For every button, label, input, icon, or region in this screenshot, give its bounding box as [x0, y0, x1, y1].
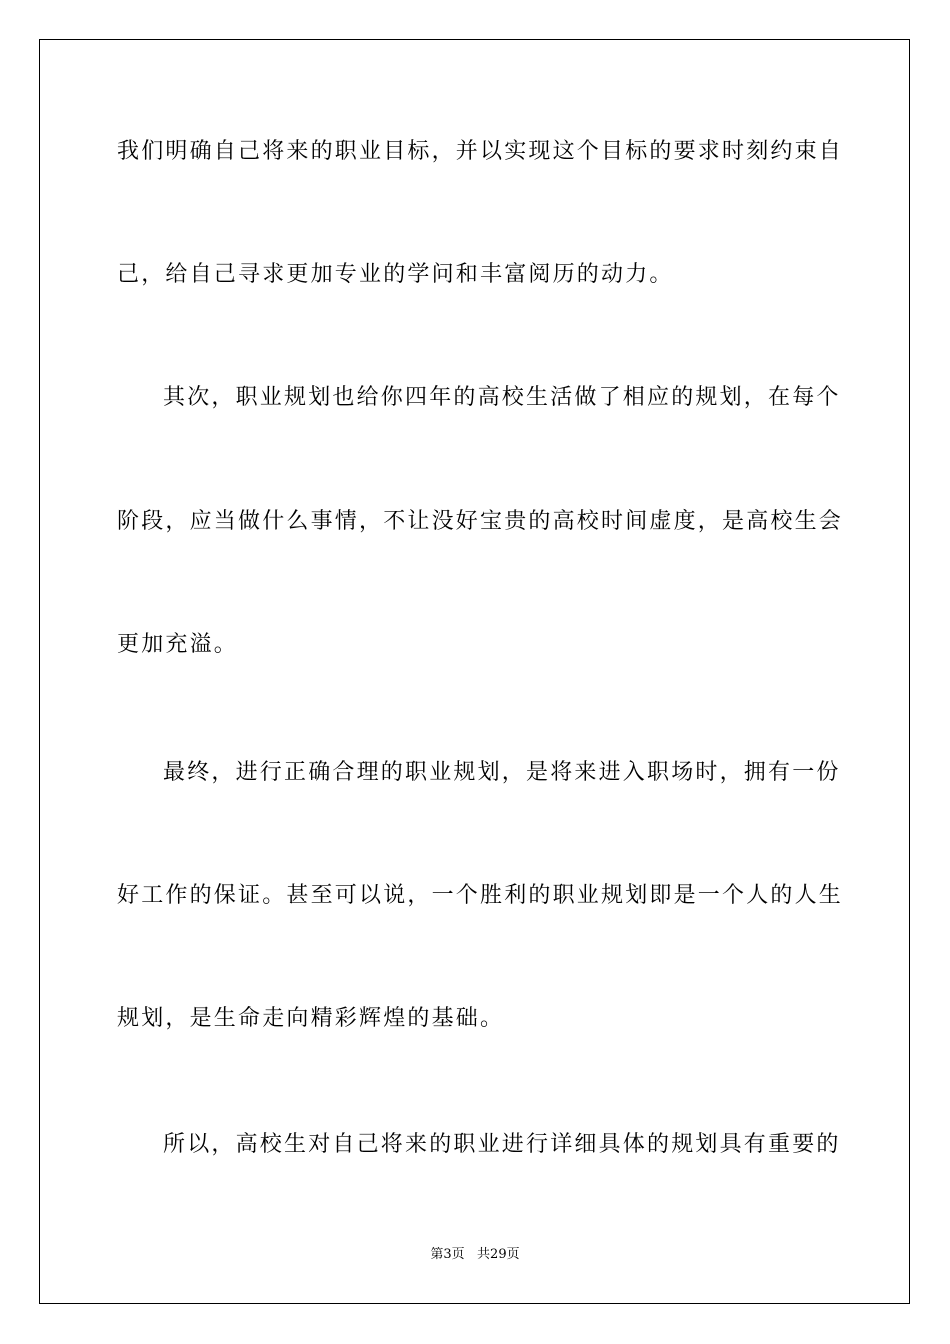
text-line-7: 好工作的保证。甚至可以说，一个胜利的职业规划即是一个人的人生	[117, 883, 844, 908]
text-line-2: 己，给自己寻求更加专业的学问和丰富阅历的动力。	[117, 262, 674, 287]
text-line-9: 所以，高校生对自己将来的职业进行详细具体的规划具有重要的	[163, 1132, 841, 1157]
text-line-8: 规划，是生命走向精彩辉煌的基础。	[117, 1006, 505, 1031]
text-line-3: 其次，职业规划也给你四年的高校生活做了相应的规划，在每个	[163, 385, 841, 410]
text-line-5: 更加充溢。	[117, 632, 239, 657]
page-border	[39, 39, 910, 1304]
page-number-footer: 第3页 共29页	[430, 1247, 520, 1262]
text-line-4: 阶段，应当做什么事情，不让没好宝贵的高校时间虚度，是高校生会	[117, 509, 844, 534]
text-line-6: 最终，进行正确合理的职业规划，是将来进入职场时，拥有一份	[163, 760, 841, 785]
text-line-1: 我们明确自己将来的职业目标，并以实现这个目标的要求时刻约束自	[117, 139, 844, 164]
